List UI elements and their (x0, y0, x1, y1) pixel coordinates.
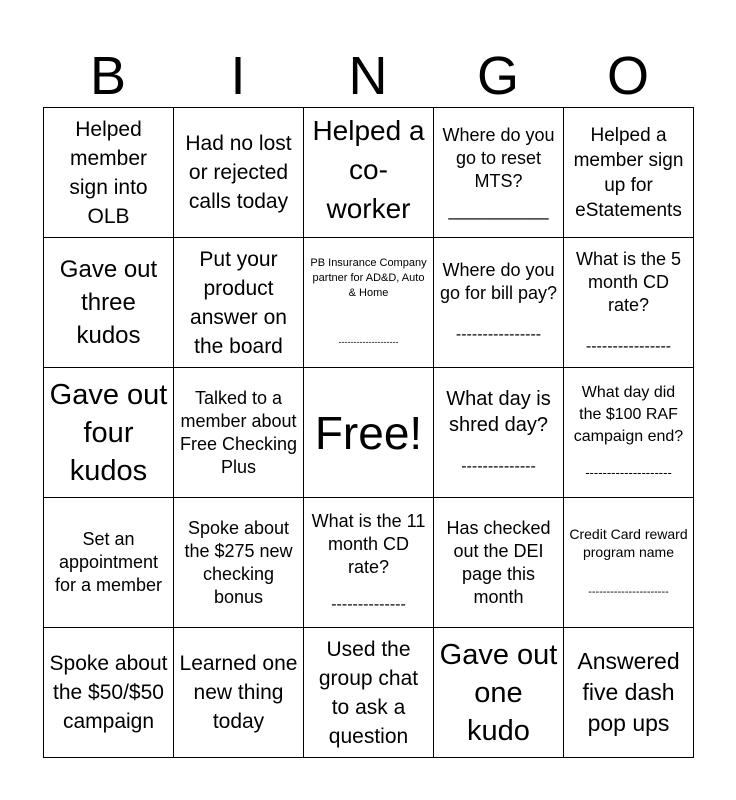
answer-line: __________ (448, 199, 549, 220)
answer-line: -------------------- (585, 464, 672, 480)
free-space-text: Free! (314, 406, 423, 459)
cell-text: Helped a member sign up for eStatements (573, 124, 684, 221)
cell-text: What day did the $100 RAF campaign end? (573, 383, 684, 445)
bingo-cell[interactable] (43, 107, 173, 237)
bingo-cell[interactable] (173, 107, 303, 237)
bingo-cell[interactable] (43, 497, 173, 627)
bingo-cell[interactable] (433, 497, 563, 627)
bingo-cell[interactable] (563, 237, 693, 367)
header-letter-b: B (89, 46, 127, 106)
answer-line: -------------- (331, 595, 406, 613)
bingo-free-cell[interactable] (303, 367, 433, 497)
bingo-cell[interactable] (43, 627, 173, 757)
cell-text: Learned one new thing today (179, 652, 298, 733)
cell-text: Answered five dash pop ups (577, 648, 680, 736)
cell-text: Talked to a member about Free Checking Plus (179, 387, 298, 477)
cell-text: Helped member sign into OLB (69, 117, 148, 228)
bingo-cell[interactable] (433, 627, 563, 757)
bingo-header (43, 44, 693, 108)
cell-text: Gave out three kudos (59, 256, 158, 349)
bingo-cell[interactable] (433, 107, 563, 237)
cell-text: What is the 5 month CD rate? (575, 248, 682, 315)
bingo-cell[interactable] (43, 367, 173, 497)
header-letter-g: G (476, 46, 519, 106)
cell-text: Spoke about the $275 new checking bonus (184, 517, 293, 607)
bingo-cell[interactable] (173, 497, 303, 627)
answer-line: -------------- (461, 457, 536, 475)
cell-text: Gave out one kudo (439, 638, 558, 747)
bingo-cell[interactable] (303, 627, 433, 757)
cell-text: Where do you go for bill pay? (439, 260, 558, 303)
bingo-cell[interactable] (433, 367, 563, 497)
cell-text: Credit Card reward program name (569, 525, 688, 560)
answer-line: ---------------------- (588, 585, 669, 598)
cell-text: Where do you go to reset MTS? (442, 124, 555, 191)
cell-text: Used the group chat to ask a question (318, 637, 419, 748)
bingo-cell[interactable] (173, 237, 303, 367)
cell-text: Set an appointment for a member (54, 529, 163, 595)
bingo-cell[interactable] (303, 237, 433, 367)
bingo-cell[interactable] (43, 237, 173, 367)
header-letter-n: N (348, 46, 388, 106)
bingo-cell[interactable] (433, 237, 563, 367)
header-letter-o: O (606, 46, 649, 106)
answer-line: -------------------- (338, 336, 399, 347)
cell-text: Has checked out the DEI page this month (446, 517, 551, 607)
cell-text: PB Insurance Company partner for AD&D, Auto & Home (310, 256, 427, 299)
cell-text: What is the 11 month CD rate? (311, 510, 426, 577)
answer-line: ---------------- (585, 337, 672, 355)
cell-text: Spoke about the $50/$50 campaign (49, 652, 168, 733)
bingo-cell[interactable] (303, 107, 433, 237)
bingo-cell[interactable] (303, 497, 433, 627)
answer-line: ---------------- (455, 326, 542, 343)
bingo-cell[interactable] (173, 367, 303, 497)
cell-text: Helped a co-worker (312, 115, 425, 224)
header-letter-i: I (230, 46, 246, 106)
cell-text: What day is shred day? (446, 387, 551, 436)
cell-text: Had no lost or rejected calls today (185, 132, 292, 213)
cell-text: Put your product answer on the board (190, 247, 287, 358)
bingo-cell[interactable] (173, 627, 303, 757)
bingo-cell[interactable] (563, 367, 693, 497)
bingo-card-grid (43, 107, 694, 758)
bingo-cell[interactable] (563, 497, 693, 627)
bingo-cell[interactable] (563, 107, 693, 237)
cell-text: Gave out four kudos (49, 378, 168, 487)
bingo-cell[interactable] (563, 627, 693, 757)
